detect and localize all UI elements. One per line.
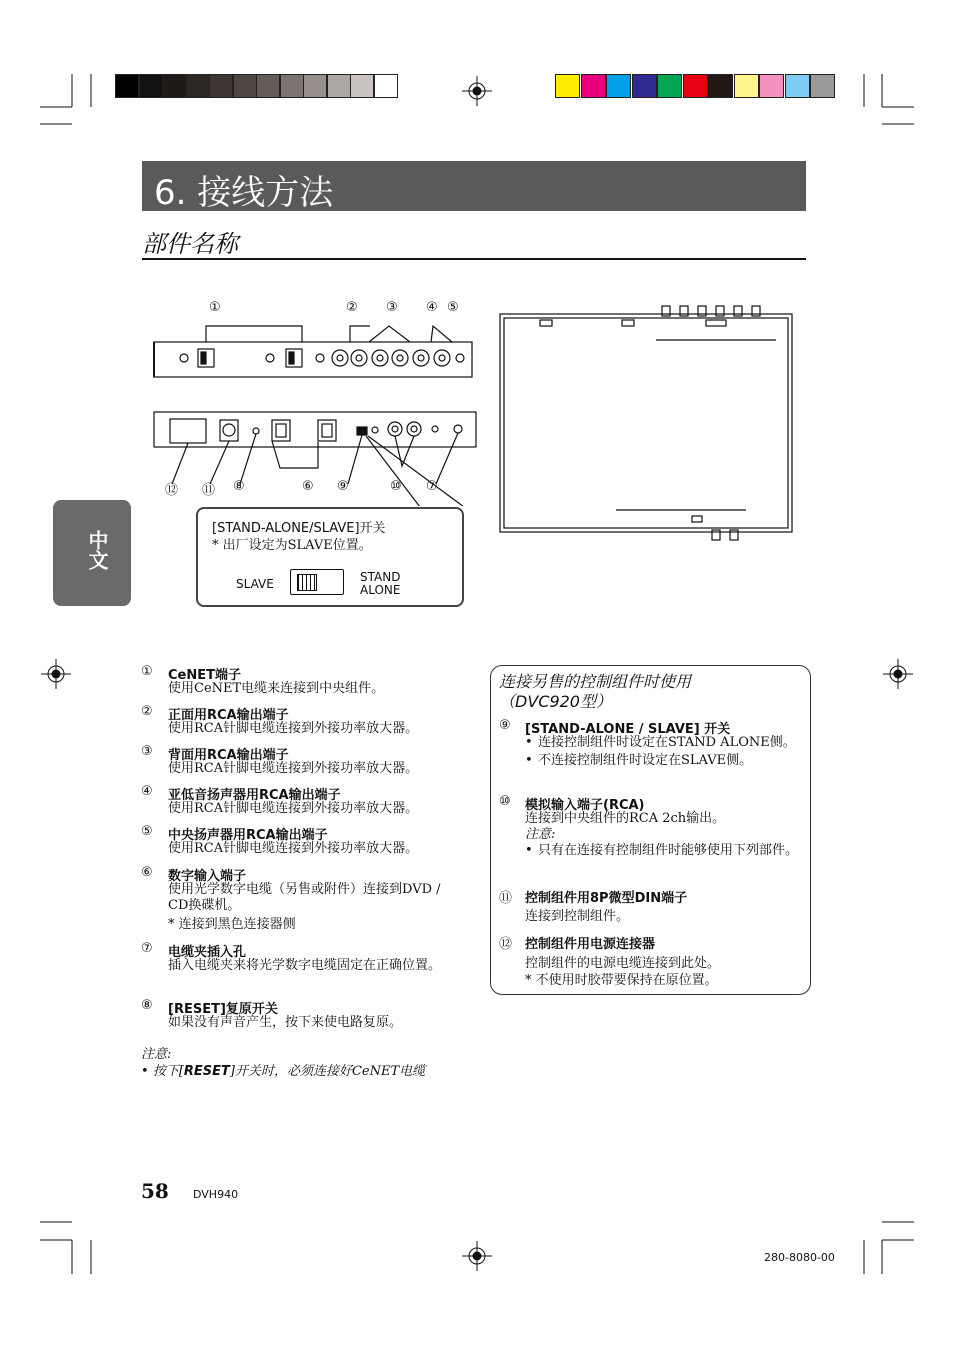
- item-body: 使用RCA针脚电缆连接到外接功率放大器。: [168, 721, 419, 736]
- item-number: ⑩: [499, 794, 511, 809]
- item-number: ②: [141, 704, 153, 719]
- diagram-label-3: ③: [386, 300, 398, 315]
- left-note-bold: RESET: [183, 1064, 230, 1079]
- registration-mark-bottom: [462, 1241, 492, 1271]
- gray-swatch: [280, 74, 304, 98]
- section-title: 6. 接线方法: [154, 173, 334, 213]
- item-body-text: 连接到中央组件的RCA 2ch输出。: [525, 811, 726, 826]
- diagram-label-12: ⑫: [165, 483, 179, 498]
- item-bullet: • 不连接控制组件时设定在SLAVE侧。: [525, 753, 805, 769]
- language-tab-label: 中文: [85, 530, 109, 570]
- diagram-label-1: ①: [209, 300, 221, 315]
- page-number: 58: [141, 1179, 169, 1203]
- stand-alone-label: [360, 571, 400, 597]
- item-body-note: * 连接到黑色连接器侧: [168, 917, 296, 932]
- item-number: ⑦: [141, 941, 153, 956]
- diagram-label-6: ⑥: [302, 479, 314, 494]
- registration-mark-right: [883, 659, 913, 689]
- diagram-label-2: ②: [346, 300, 358, 315]
- document-code: 280-8080-00: [764, 1251, 835, 1264]
- gray-swatch: [303, 74, 327, 98]
- subtitle-rule: [142, 258, 806, 260]
- diagram-label-9: ⑨: [337, 479, 349, 494]
- item-body: 使用RCA针脚电缆连接到外接功率放大器。: [168, 761, 419, 776]
- item-body: [525, 735, 805, 769]
- section-title-bar: [142, 161, 806, 211]
- controller-box-title-line1: 连接另售的控制组件时使用: [499, 672, 692, 691]
- gray-swatch: [115, 74, 139, 98]
- item-note-label: 注意:: [525, 827, 556, 842]
- gray-swatch: [186, 74, 210, 98]
- subtitle: 部件名称: [142, 230, 238, 258]
- item-body-note: * 不使用时胶带要保持在原位置。: [525, 973, 718, 988]
- stand-alone-slave-callout: [196, 507, 464, 607]
- color-swatch: [759, 74, 784, 98]
- left-note-prefix: 按下[: [152, 1064, 184, 1079]
- item-number: ④: [141, 784, 153, 799]
- diagram-label-10: ⑩: [390, 479, 402, 494]
- item-body: 插入电缆夹来将光学数字电缆固定在正确位置。: [168, 958, 442, 973]
- gray-swatch: [374, 74, 398, 98]
- item-heading: CeNET端子: [168, 668, 241, 683]
- item-body: [525, 811, 805, 859]
- color-swatch: [581, 74, 606, 98]
- diagram-label-7: ⑦: [426, 479, 438, 494]
- item-body: 使用RCA针脚电缆连接到外接功率放大器。: [168, 801, 419, 816]
- stand-alone-label-line1: STAND: [360, 570, 401, 584]
- item-number: ⑥: [141, 865, 153, 880]
- diagram-label-5: ⑤: [447, 300, 459, 315]
- top-view-diagram: [496, 304, 796, 544]
- item-heading: 控制组件用8P微型DIN端子: [525, 891, 688, 906]
- item-number: ⑧: [141, 998, 153, 1013]
- item-heading: 控制组件用电源连接器: [525, 937, 656, 952]
- color-swatch: [683, 74, 708, 98]
- registration-mark-left: [41, 659, 71, 689]
- callout-note: * 出厂设定为SLAVE位置。: [212, 538, 372, 553]
- diagram-label-8: ⑧: [233, 479, 245, 494]
- model-name: DVH940: [193, 1188, 239, 1201]
- item-heading: 亚低音扬声器用RCA输出端子: [168, 788, 341, 803]
- color-swatch: [785, 74, 810, 98]
- gray-swatch: [139, 74, 163, 98]
- gray-swatch: [350, 74, 374, 98]
- gray-swatch: [327, 74, 351, 98]
- controller-box-title: [499, 672, 691, 712]
- color-swatch: [657, 74, 682, 98]
- rear-panel: [154, 412, 476, 447]
- left-note-suffix: ]开关时，必须连接好CeNET电缆: [229, 1064, 426, 1079]
- item-body: 使用CeNET电缆来连接到中央组件。: [168, 681, 385, 696]
- gray-swatch: [209, 74, 233, 98]
- item-heading: 数字输入端子: [168, 869, 247, 884]
- item-body: 控制组件的电源电缆连接到此处。: [525, 956, 721, 971]
- color-swatch: [810, 74, 835, 98]
- item-number: ⑨: [499, 718, 511, 733]
- mode-switch[interactable]: [290, 569, 344, 595]
- item-heading: 中央扬声器用RCA输出端子: [168, 828, 328, 843]
- left-note-text: • 按下[RESET]开关时，必须连接好CeNET电缆: [141, 1064, 426, 1079]
- controller-box-title-line2: （DVC920型）: [499, 692, 612, 711]
- item-heading: 背面用RCA输出端子: [168, 748, 289, 763]
- item-heading: [RESET]复原开关: [168, 1002, 278, 1017]
- item-bullet: • 连接控制组件时设定在STAND ALONE侧。: [525, 735, 805, 751]
- stand-alone-label-line2: ALONE: [360, 583, 401, 597]
- gray-swatch: [233, 74, 257, 98]
- item-heading: 正面用RCA输出端子: [168, 708, 289, 723]
- color-swatch: [632, 74, 657, 98]
- color-swatch: [708, 74, 733, 98]
- item-heading: [STAND-ALONE / SLAVE] 开关: [525, 722, 731, 737]
- item-bullet: • 只有在连接有控制组件时能够使用下列部件。: [525, 843, 805, 859]
- color-swatch: [606, 74, 631, 98]
- color-swatch: [734, 74, 759, 98]
- item-body: 使用光学数字电缆（另售或附件）连接到DVD / CD换碟机。: [168, 882, 441, 913]
- gray-swatch: [162, 74, 186, 98]
- callout-title: [STAND-ALONE/SLAVE]开关: [212, 521, 386, 536]
- slave-label: SLAVE: [236, 577, 274, 591]
- item-heading: 电缆夹插入孔: [168, 945, 247, 960]
- registration-mark-top: [462, 76, 492, 106]
- device-diagram: [140, 296, 480, 506]
- language-tab: [53, 500, 131, 606]
- item-number: ③: [141, 744, 153, 759]
- diagram-label-4: ④: [426, 300, 438, 315]
- item-number: ①: [141, 664, 153, 679]
- color-swatch: [555, 74, 580, 98]
- item-body: 连接到控制组件。: [525, 909, 630, 924]
- item-number: ⑪: [499, 891, 513, 906]
- diagram-label-11: ⑪: [202, 483, 216, 498]
- left-note-label: 注意:: [141, 1047, 172, 1062]
- item-body: 如果没有声音产生，按下来使电路复原。: [168, 1015, 403, 1030]
- item-number: ⑤: [141, 824, 153, 839]
- item-body: 使用RCA针脚电缆连接到外接功率放大器。: [168, 841, 419, 856]
- item-heading: 模拟输入端子(RCA): [525, 798, 645, 813]
- gray-swatch: [256, 74, 280, 98]
- item-number: ⑫: [499, 937, 513, 952]
